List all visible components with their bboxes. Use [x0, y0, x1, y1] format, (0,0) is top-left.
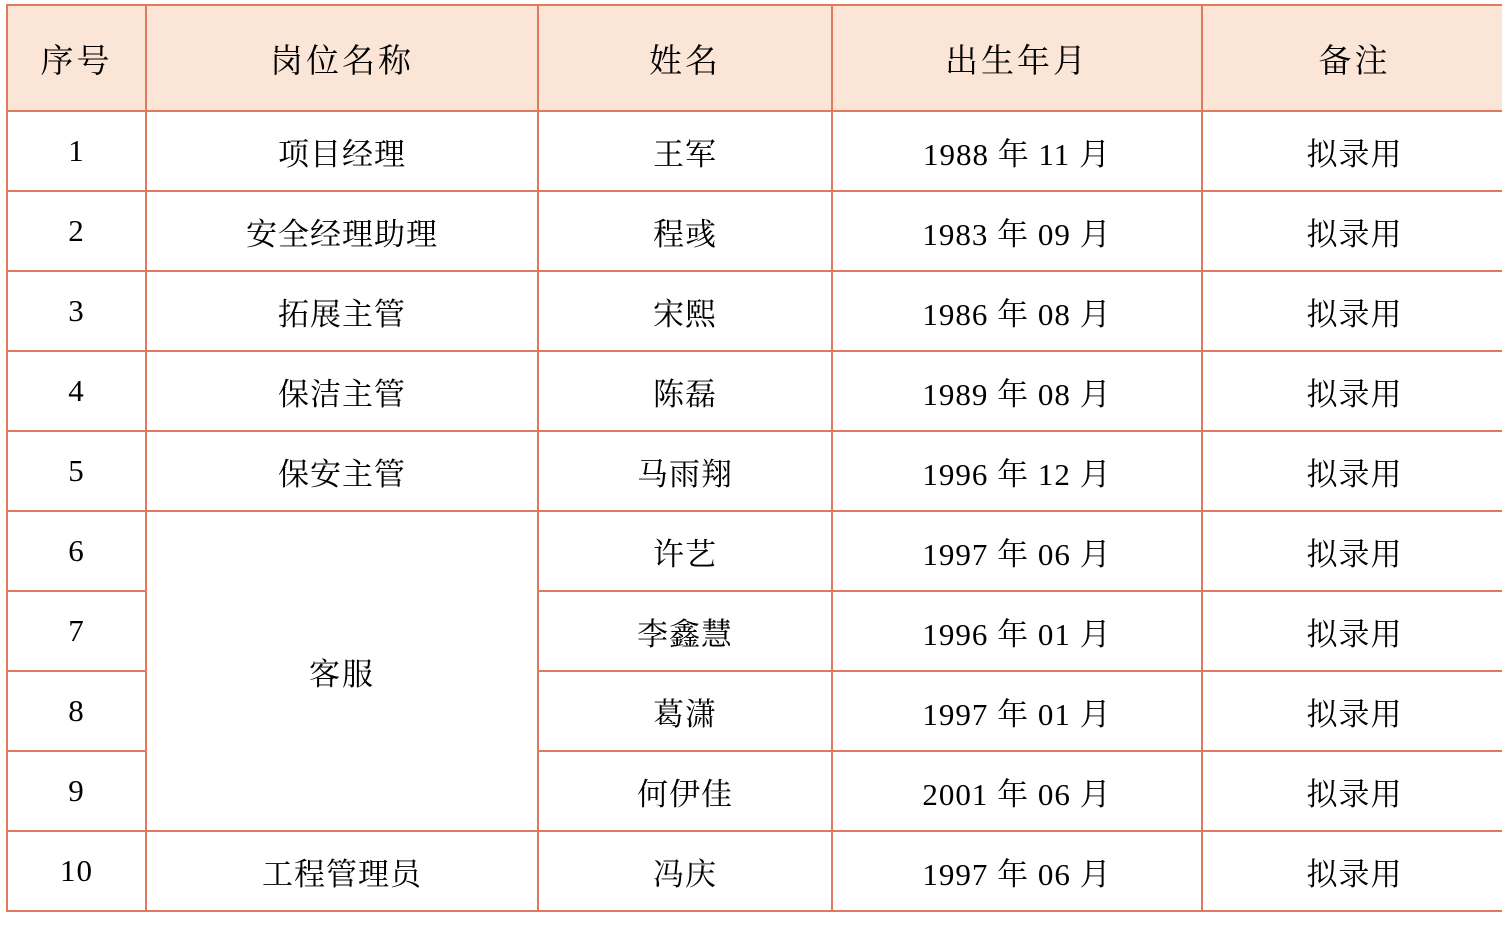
cell-birth: 1997 年 06 月	[832, 511, 1202, 591]
table-body	[7, 111, 1502, 911]
cell-remark: 拟录用	[1202, 751, 1502, 831]
table-row	[7, 511, 1502, 591]
header-row	[7, 5, 1502, 111]
cell-post-merged: 客服	[146, 511, 538, 831]
cell-post: 拓展主管	[146, 271, 538, 351]
cell-remark: 拟录用	[1202, 271, 1502, 351]
column-header-post: 岗位名称	[146, 5, 538, 111]
table-row	[7, 271, 1502, 351]
candidate-roster-table	[6, 4, 1502, 912]
cell-post: 保安主管	[146, 431, 538, 511]
cell-index: 6	[7, 511, 146, 591]
cell-post: 保洁主管	[146, 351, 538, 431]
column-header-remark: 备注	[1202, 5, 1502, 111]
cell-index: 5	[7, 431, 146, 511]
table-row	[7, 431, 1502, 511]
cell-index: 2	[7, 191, 146, 271]
cell-name: 宋熙	[538, 271, 832, 351]
cell-post: 工程管理员	[146, 831, 538, 911]
cell-index: 10	[7, 831, 146, 911]
cell-post: 项目经理	[146, 111, 538, 191]
cell-name: 程彧	[538, 191, 832, 271]
cell-remark: 拟录用	[1202, 351, 1502, 431]
cell-birth: 1996 年 12 月	[832, 431, 1202, 511]
table-row	[7, 351, 1502, 431]
cell-birth: 1988 年 11 月	[832, 111, 1202, 191]
cell-name: 马雨翔	[538, 431, 832, 511]
cell-remark: 拟录用	[1202, 431, 1502, 511]
cell-remark: 拟录用	[1202, 511, 1502, 591]
cell-name: 冯庆	[538, 831, 832, 911]
cell-index: 7	[7, 591, 146, 671]
cell-name: 王军	[538, 111, 832, 191]
column-header-index: 序号	[7, 5, 146, 111]
cell-index: 1	[7, 111, 146, 191]
cell-birth: 1983 年 09 月	[832, 191, 1202, 271]
cell-remark: 拟录用	[1202, 591, 1502, 671]
cell-post: 安全经理助理	[146, 191, 538, 271]
cell-name: 何伊佳	[538, 751, 832, 831]
cell-birth: 1997 年 01 月	[832, 671, 1202, 751]
cell-name: 葛潇	[538, 671, 832, 751]
cell-name: 陈磊	[538, 351, 832, 431]
table-header	[7, 5, 1502, 111]
table-row	[7, 191, 1502, 271]
cell-birth: 1997 年 06 月	[832, 831, 1202, 911]
cell-birth: 1996 年 01 月	[832, 591, 1202, 671]
cell-index: 8	[7, 671, 146, 751]
document-page	[0, 4, 1502, 950]
cell-index: 9	[7, 751, 146, 831]
cell-remark: 拟录用	[1202, 191, 1502, 271]
cell-remark: 拟录用	[1202, 111, 1502, 191]
column-header-birth: 出生年月	[832, 5, 1202, 111]
cell-name: 李鑫慧	[538, 591, 832, 671]
cell-remark: 拟录用	[1202, 831, 1502, 911]
cell-index: 4	[7, 351, 146, 431]
cell-name: 许艺	[538, 511, 832, 591]
cell-birth: 1989 年 08 月	[832, 351, 1202, 431]
column-header-name: 姓名	[538, 5, 832, 111]
cell-index: 3	[7, 271, 146, 351]
table-row	[7, 111, 1502, 191]
cell-remark: 拟录用	[1202, 671, 1502, 751]
cell-birth: 1986 年 08 月	[832, 271, 1202, 351]
table-row	[7, 831, 1502, 911]
cell-birth: 2001 年 06 月	[832, 751, 1202, 831]
